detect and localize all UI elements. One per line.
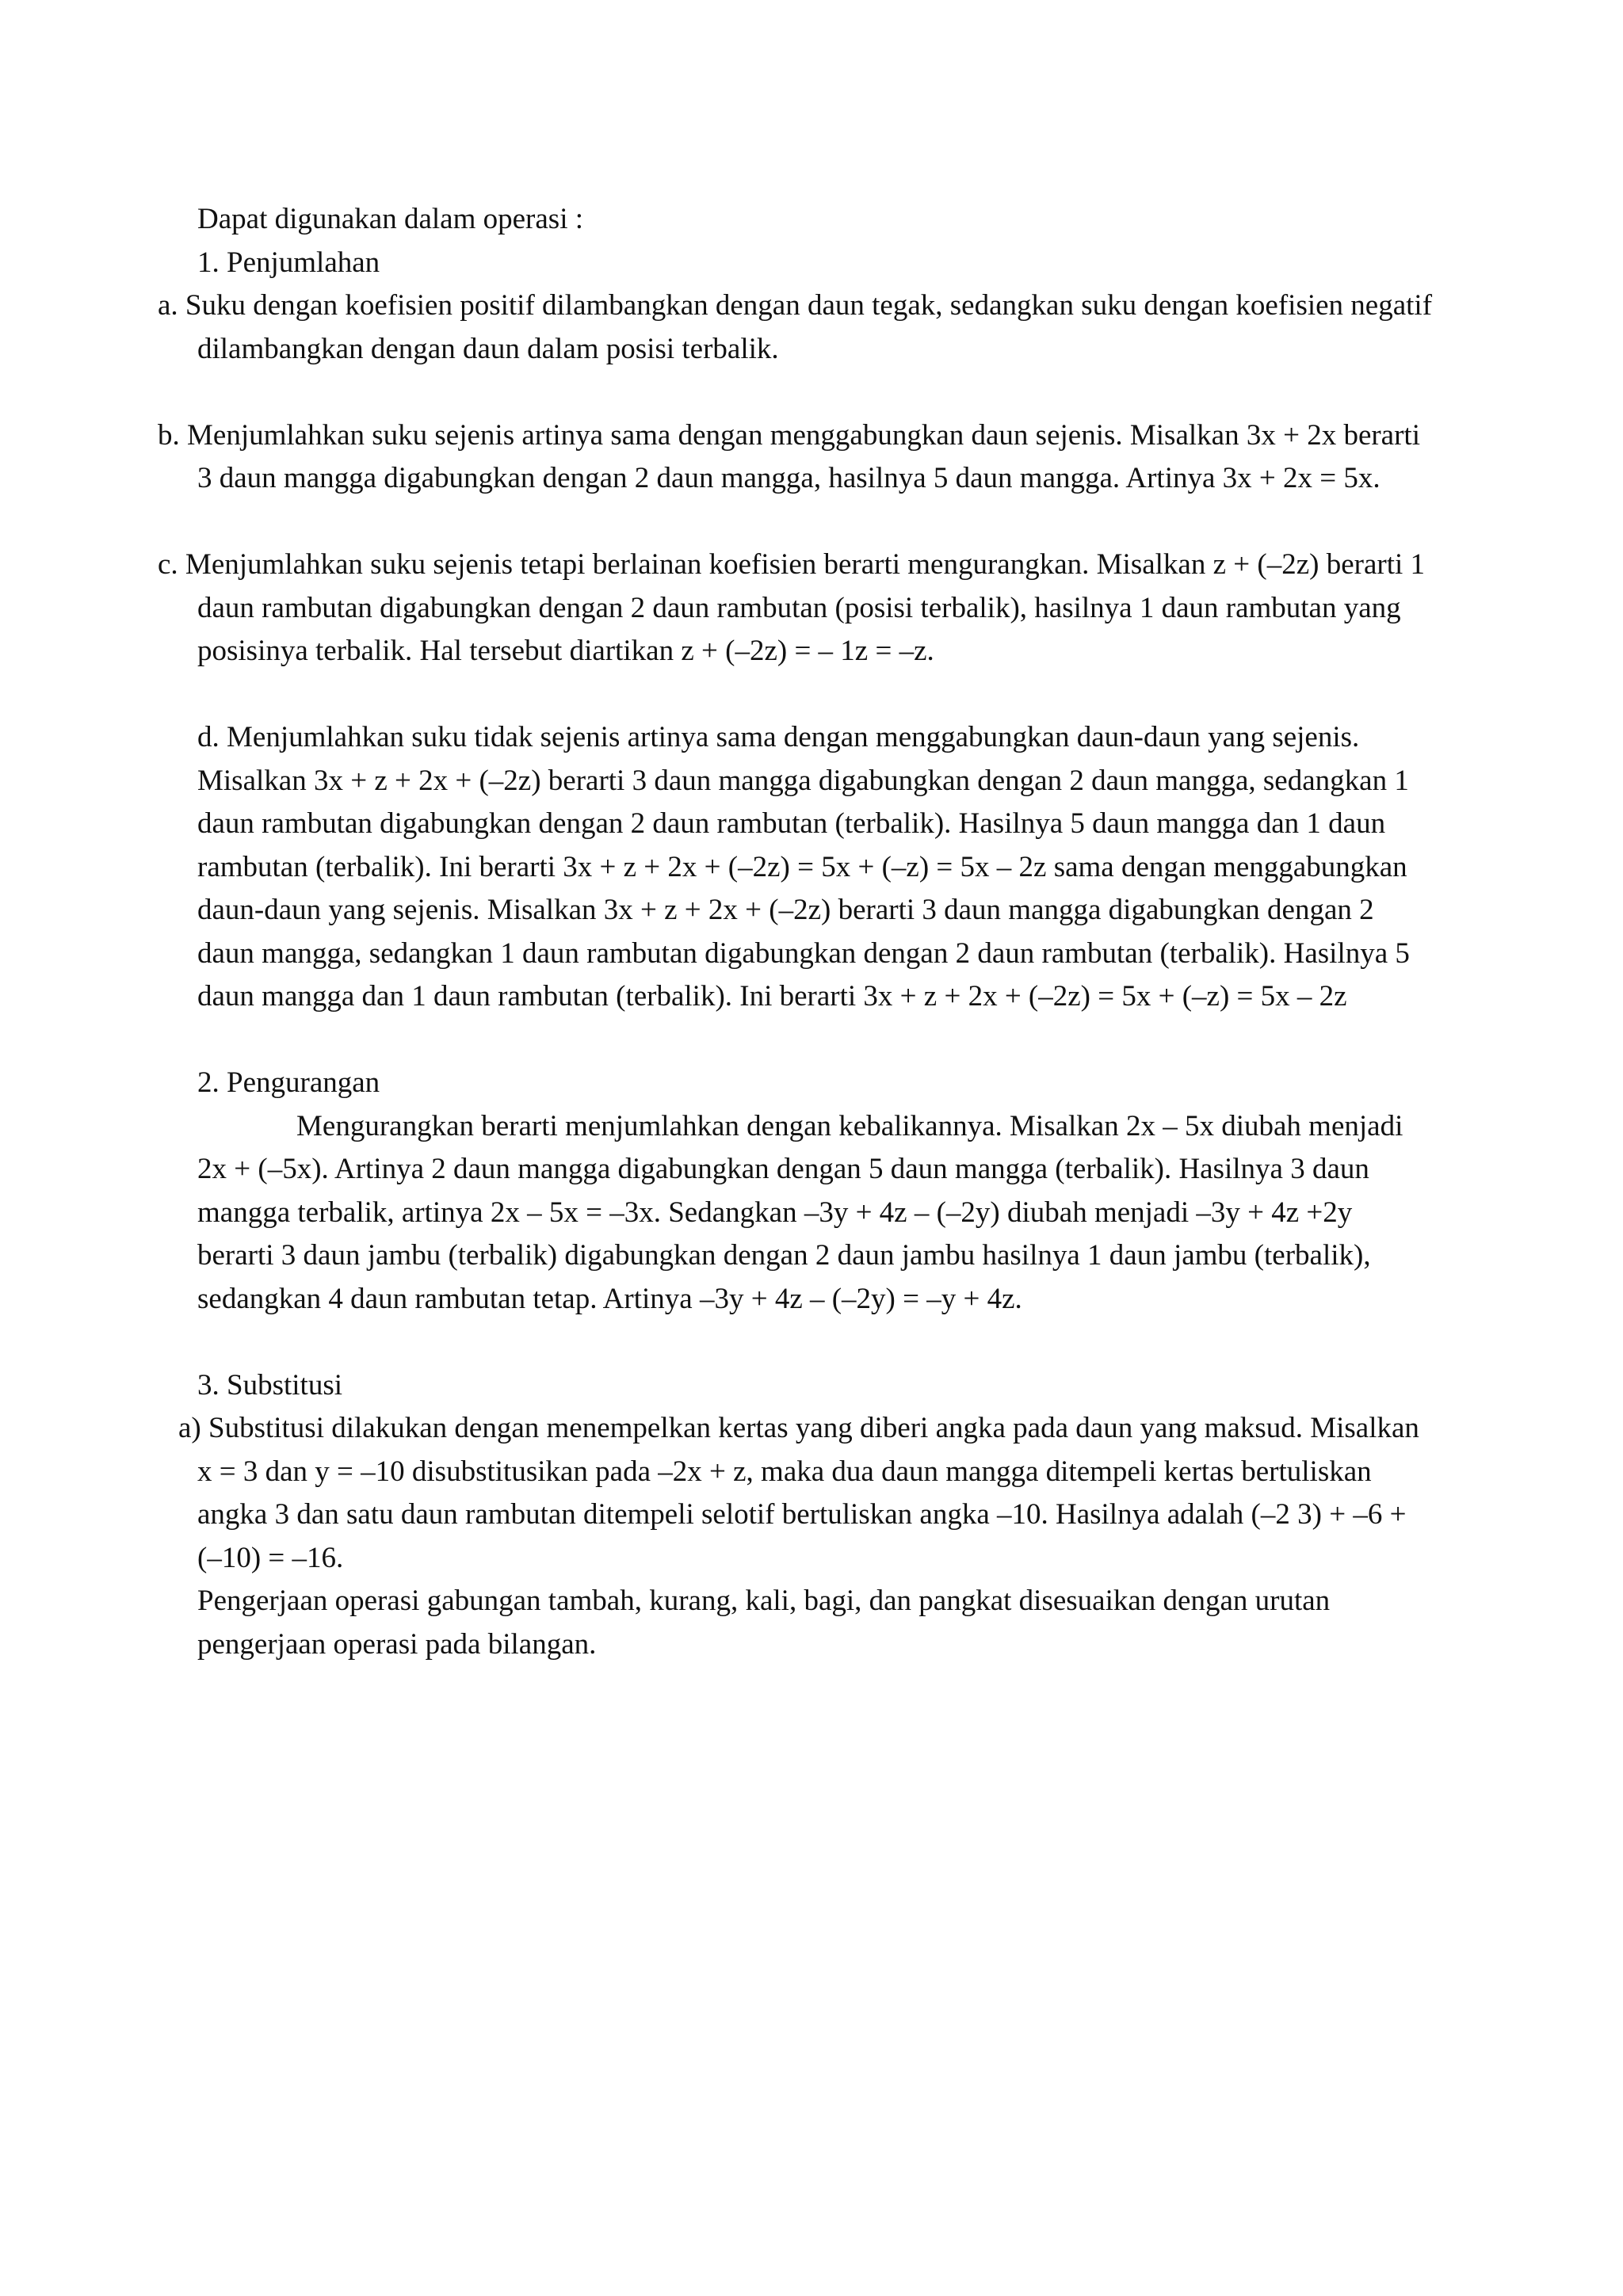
intro-line: Dapat digunakan dalam operasi : xyxy=(197,203,583,235)
paragraph-1d: d. Menjumlahkan suku tidak sejenis artinya sama dengan menggabungkan daun-daun yang sejenis. Misalkan 3x + z + 2x + (–2z) berarti 3 daun mangga digabungkan dengan 2 daun mangga, sedangkan 1 daun rambutan digabungkan dengan 2 daun rambutan (terbalik). Hasilnya 5 daun mangga dan 1 daun rambutan (terbalik). Ini berarti 3x + z + 2x + (–2z) = 5x + (–z) = 5x – 2z sama dengan menggabungkan daun-daun yang sejenis. Misalkan 3x + z + 2x + (–2z) berarti 3 daun mangga digabungkan dengan 2 daun mangga, sedangkan 1 daun rambutan digabungkan dengan 2 daun rambutan (terbalik). Hasilnya 5 daun mangga dan 1 daun rambutan (terbalik). Ini berarti 3x + z + 2x + (–2z) = 5x + (–z) = 5x – 2z xyxy=(197,721,1410,1013)
paragraph-gap xyxy=(197,673,1434,717)
paragraph-1c: c. Menjumlahkan suku sejenis tetapi berlainan koefisien berarti mengurangkan. Misalkan z + (–2z) berarti 1 daun rambutan digabungkan dengan 2 daun rambutan (posisi terbalik), hasilnya 1 daun rambutan yang posisinya terbalik. Hal tersebut diartikan z + (–2z) = – 1z = –z. xyxy=(158,548,1426,667)
document-body xyxy=(158,198,1434,1666)
paragraph-gap xyxy=(197,1019,1434,1062)
closing-paragraph: Pengerjaan operasi gabungan tambah, kurang, kali, bagi, dan pangkat disesuaikan dengan urutan pengerjaan operasi pada bilangan. xyxy=(197,1585,1331,1661)
paragraph-1b: b. Menjumlahkan suku sejenis artinya sama dengan menggabungkan daun sejenis. Misalkan 3x + 2x berarti 3 daun mangga digabungkan dengan 2 daun mangga, hasilnya 5 daun mangga. Artinya 3x + 2x = 5x. xyxy=(158,418,1420,494)
section-heading-penjumlahan: 1. Penjumlahan xyxy=(197,246,380,279)
paragraph-gap xyxy=(197,501,1434,544)
section-heading-substitusi: 3. Substitusi xyxy=(197,1368,342,1402)
paragraph-gap xyxy=(197,1321,1434,1364)
paragraph-2: Mengurangkan berarti menjumlahkan dengan kebalikannya. Misalkan 2x – 5x diubah menjadi 2x + (–5x). Artinya 2 daun mangga digabungkan dengan 5 daun mangga (terbalik). Hasilnya 3 daun mangga terbalik, artinya 2x – 5x = –3x. Sedangkan –3y + 4z – (–2y) diubah menjadi –3y + 4z +2y berarti 3 daun jambu (terbalik) digabungkan dengan 2 daun jambu hasilnya 1 daun jambu (terbalik), sedangkan 4 daun rambutan tetap. Artinya –3y + 4z – (–2y) = –y + 4z. xyxy=(197,1109,1403,1315)
section-heading-pengurangan: 2. Pengurangan xyxy=(197,1066,380,1099)
paragraph-1a: a. Suku dengan koefisien positif dilambangkan dengan daun tegak, sedangkan suku dengan koefisien negatif dilambangkan dengan daun dalam posisi terbalik. xyxy=(158,289,1433,365)
paragraph-gap xyxy=(197,371,1434,414)
paragraph-3a: a) Substitusi dilakukan dengan menempelkan kertas yang diberi angka pada daun yang maksud. Misalkan x = 3 dan y = –10 disubstitusikan pada –2x + z, maka dua daun mangga ditempeli kertas bertuliskan angka 3 dan satu daun rambutan ditempeli selotif bertuliskan angka –10. Hasilnya adalah (–2 3) + –6 + (–10) = –16. xyxy=(178,1412,1419,1574)
